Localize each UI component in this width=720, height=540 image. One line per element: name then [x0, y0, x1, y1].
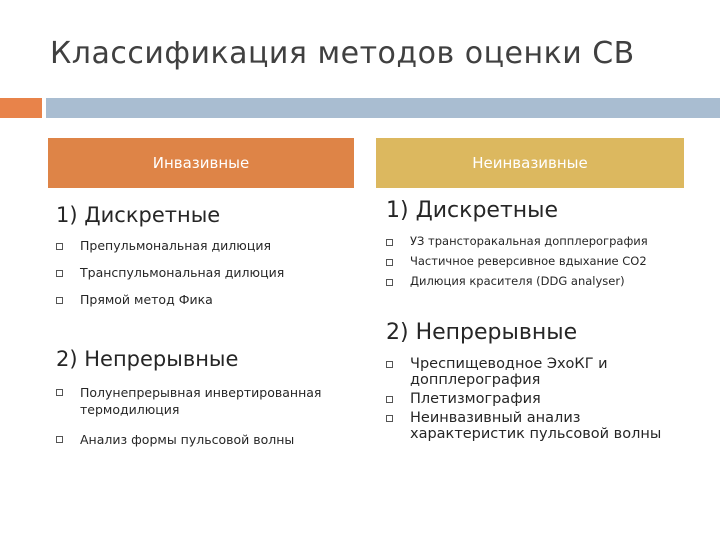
square-bullet-icon [56, 270, 63, 277]
square-bullet-icon [56, 436, 63, 443]
square-bullet-icon [56, 243, 63, 250]
square-bullet-icon [56, 389, 63, 396]
list-item [386, 234, 686, 254]
square-bullet-icon [386, 415, 393, 422]
list-item-text: Дилюция красителя (DDG analyser) [410, 274, 625, 288]
slide-title: Классификация методов оценки СВ [50, 36, 635, 71]
list-item [386, 274, 686, 294]
list-item-text: Прямой метод Фика [80, 292, 213, 307]
list-item-text: Чреспищеводное ЭхоКГ и допплерография [410, 356, 608, 388]
list-item [56, 265, 356, 292]
list-item-text: Транспульмональная дилюция [80, 265, 285, 280]
list-item-text: Плетизмография [410, 391, 541, 407]
list-item [386, 254, 686, 274]
invasive-continuous-list [56, 384, 356, 461]
list-item-text: Неинвазивный анализ характеристик пульсовой волны [410, 410, 662, 442]
list-item-text: Препульмональная дилюция [80, 238, 271, 253]
list-item-text: УЗ трансторакальная допплерография [410, 234, 648, 248]
square-bullet-icon [56, 297, 63, 304]
invasive-continuous-heading: 2) Непрерывные [56, 347, 239, 371]
list-item [56, 238, 356, 265]
square-bullet-icon [386, 279, 393, 286]
square-bullet-icon [386, 396, 393, 403]
invasive-discrete-list [56, 238, 356, 319]
list-item [56, 384, 356, 418]
list-item [386, 391, 686, 407]
noninvasive-discrete-list [386, 234, 686, 294]
noninvasive-continuous-list [386, 356, 686, 445]
square-bullet-icon [386, 239, 393, 246]
list-item [56, 292, 356, 319]
list-item-text: Частичное реверсивное вдыхание CO2 [410, 254, 647, 268]
invasive-discrete-heading: 1) Дискретные [56, 203, 221, 227]
list-item [56, 431, 356, 448]
square-bullet-icon [386, 259, 393, 266]
list-item-text: Полунепрерывная инвертированная термодилюция [80, 385, 322, 417]
title-rule [46, 98, 720, 118]
square-bullet-icon [386, 361, 393, 368]
noninvasive-continuous-heading: 2) Непрерывные [386, 320, 578, 345]
list-item-text: Анализ формы пульсовой волны [80, 432, 295, 447]
list-item [386, 410, 686, 442]
title-rule-accent [0, 98, 42, 118]
noninvasive-header: Неинвазивные [376, 138, 684, 188]
invasive-header: Инвазивные [48, 138, 354, 188]
list-item [386, 356, 686, 388]
noninvasive-discrete-heading: 1) Дискретные [386, 198, 559, 223]
